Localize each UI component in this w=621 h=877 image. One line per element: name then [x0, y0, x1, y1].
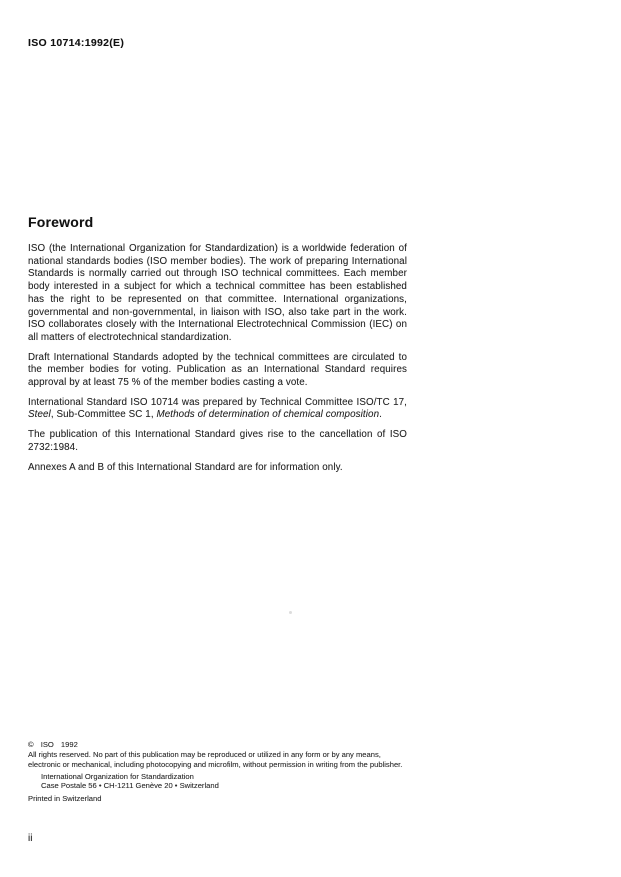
copyright-notice: © ISO 1992: [28, 740, 78, 749]
committee-name-italic: Steel: [28, 409, 51, 421]
publisher-address: Case Postale 56 • CH-1211 Genève 20 • Switzerland: [41, 781, 219, 791]
paragraph-iso-intro: ISO (the International Organization for Standardization) is a worldwide federation of national standards bodies (ISO member bodies). The work of preparing International Standards is normally carried out through ISO technical committees. Each member body interested in a subject for which a technical committee has been established has the right to be represented on that committee. International organizations, governmental and non-governmental, in liaison with ISO, also take part in the work. ISO collaborates closely with the International Electrotechnical Commission (IEC) on all matters of electrotechnical standardization.: [28, 243, 407, 343]
page-number: ii: [28, 833, 33, 844]
document-number: ISO 10714:1992(E): [28, 37, 125, 49]
printed-in-notice: Printed in Switzerland: [28, 794, 102, 804]
foreword-heading: Foreword: [28, 214, 94, 230]
subcommittee-name-italic: Methods of determination of chemical composition: [156, 409, 380, 421]
publisher-name: International Organization for Standardization: [41, 771, 194, 781]
paragraph-prepared-by: [28, 397, 407, 422]
paragraph-prepared-by-mid: , Sub-Committee SC 1,: [50, 409, 157, 421]
foreword-body: [28, 243, 407, 481]
scan-artifact: [289, 611, 292, 614]
paragraph-prepared-by-lead: International Standard ISO 10714 was prepared by Technical Committee ISO/TC 17,: [28, 396, 407, 408]
publisher-info: [28, 772, 414, 791]
rights-statement: All rights reserved. No part of this publication may be reproduced or utilized in any form or by any means, electronic or mechanical, including photocopying and microfilm, without permission in writing from the publisher.: [28, 750, 403, 769]
copyright-block: [28, 740, 414, 804]
paragraph-draft-standards: Draft International Standards adopted by the technical committees are circulated to the member bodies for voting. Publication as an International Standard requires approval by at least 75 % of the member bodies casting a vote.: [28, 351, 407, 389]
paragraph-annexes: Annexes A and B of this International Standard are for information only.: [28, 461, 343, 473]
paragraph-cancellation: The publication of this International Standard gives rise to the cancellation of ISO 2732:1984.: [28, 429, 407, 453]
paragraph-prepared-by-tail: .: [379, 409, 382, 421]
